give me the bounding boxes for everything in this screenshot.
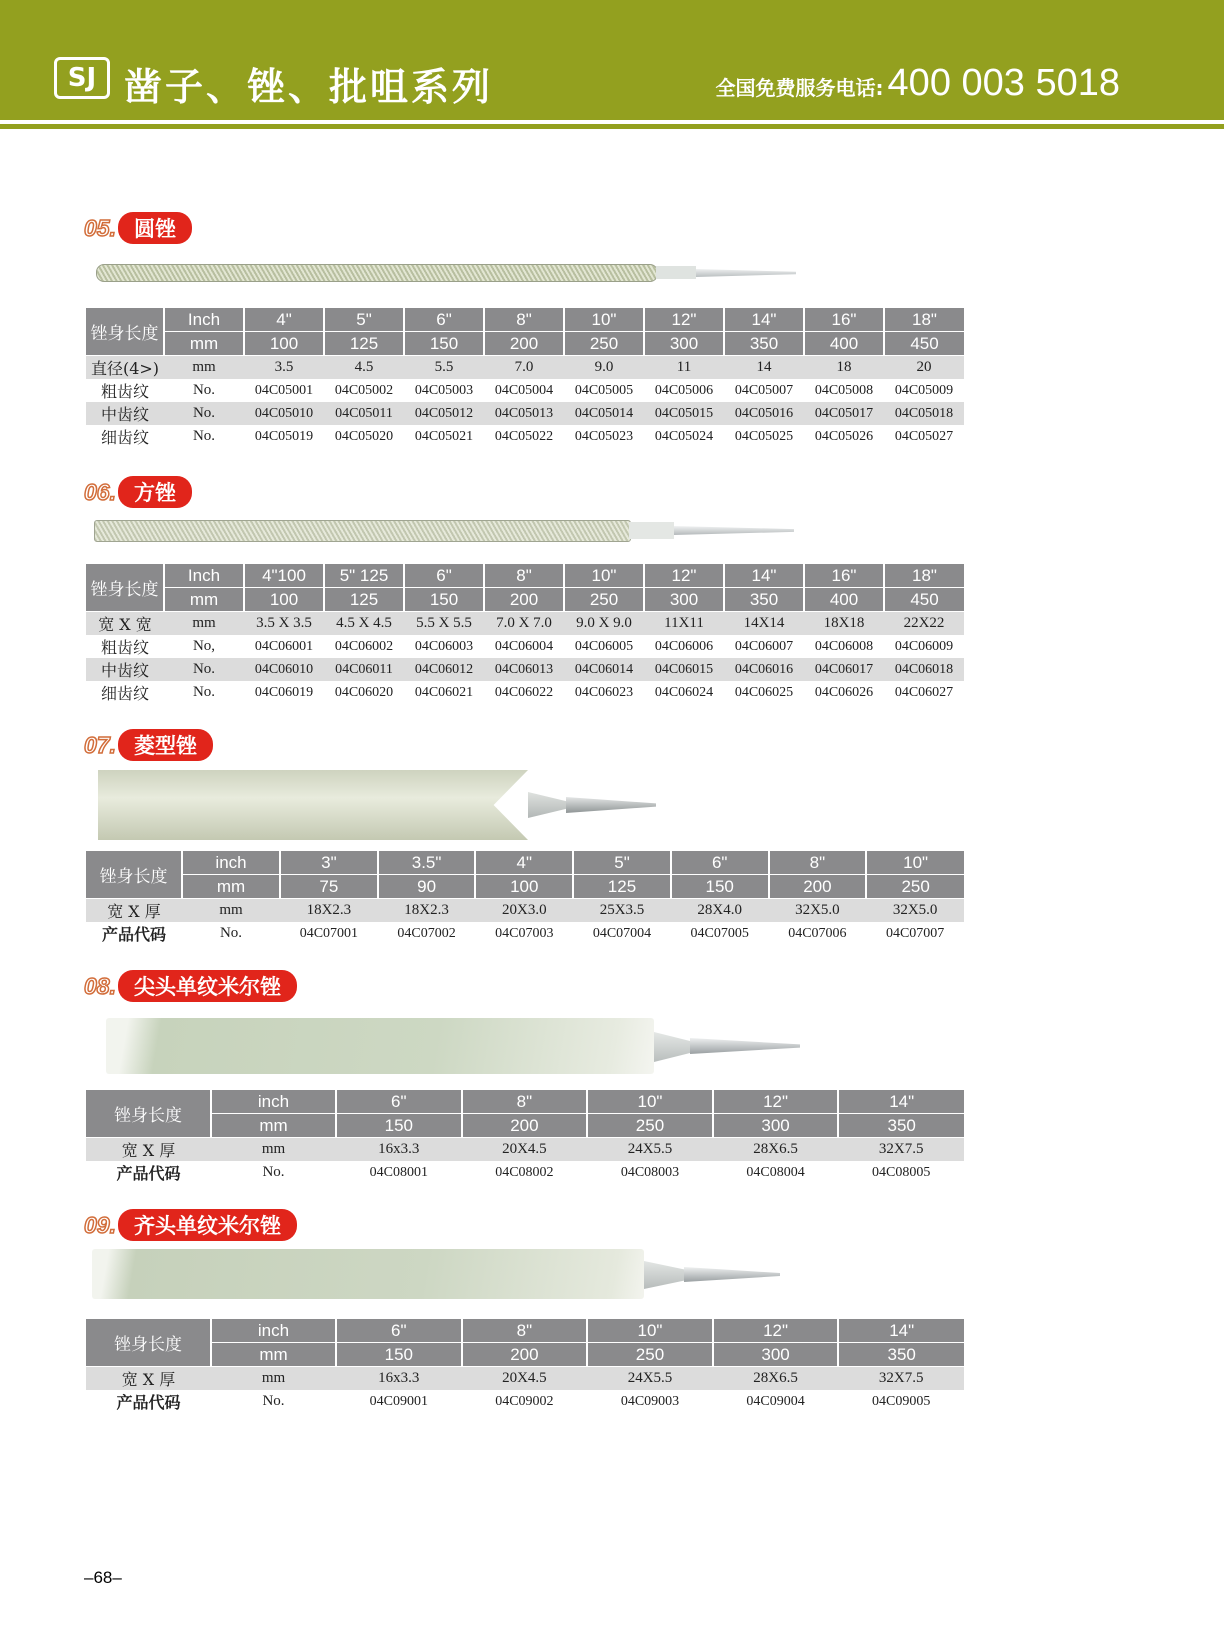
inch-cell: 16" — [804, 564, 884, 588]
inch-cell: 6" — [336, 1319, 462, 1343]
inch-cell: 16" — [804, 308, 884, 332]
inch-cell: 10" — [587, 1319, 713, 1343]
inch-cell: 4"100 — [244, 564, 324, 588]
inch-cell: 4" — [244, 308, 324, 332]
inch-cell: 8" — [462, 1319, 588, 1343]
inch-cell: 8" — [484, 308, 564, 332]
mm-cell: 200 — [462, 1343, 588, 1367]
unit-inch: inch — [211, 1319, 336, 1343]
table-row: 宽 X 厚 mm 18X2.3 18X2.3 20X3.0 25X3.5 28X4.0 32X5.0 32X5.0 — [86, 899, 964, 923]
mm-cell: 150 — [336, 1343, 462, 1367]
section-name: 菱型锉 — [118, 729, 213, 761]
mm-cell: 300 — [644, 588, 724, 612]
inch-cell: 8" — [769, 851, 867, 875]
mm-cell: 200 — [484, 332, 564, 356]
mm-cell: 250 — [564, 588, 644, 612]
section-name: 尖头单纹米尔锉 — [118, 970, 297, 1002]
inch-cell: 10" — [564, 564, 644, 588]
section-title — [84, 212, 192, 242]
section-title — [84, 1209, 297, 1239]
section-name: 齐头单纹米尔锉 — [118, 1209, 297, 1241]
unit-mm: mm — [211, 1343, 336, 1367]
mm-cell: 100 — [244, 332, 324, 356]
page-header — [0, 0, 1224, 120]
unit-mm: mm — [182, 875, 280, 899]
inch-cell: 14" — [724, 564, 804, 588]
inch-cell: 6" — [671, 851, 769, 875]
pointed-mill-file-spec-table — [86, 1090, 964, 1184]
page-number: –68– — [84, 1568, 122, 1587]
inch-cell: 5" — [324, 308, 404, 332]
hotline — [716, 62, 1120, 105]
mm-cell: 400 — [804, 332, 884, 356]
hotline-label: 全国免费服务电话: — [715, 76, 884, 100]
unit-mm: mm — [164, 588, 244, 612]
inch-cell: 12" — [644, 308, 724, 332]
length-label: 锉身长度 — [86, 1319, 211, 1367]
mm-cell: 450 — [884, 588, 964, 612]
mm-cell: 300 — [713, 1343, 839, 1367]
mm-cell: 350 — [838, 1114, 964, 1138]
inch-cell: 6" — [404, 564, 484, 588]
flat-mill-file-spec-table — [86, 1319, 964, 1413]
inch-cell: 12" — [644, 564, 724, 588]
inch-cell: 5" 125 — [324, 564, 404, 588]
diamond-file-spec-table — [86, 851, 964, 945]
mm-cell: 125 — [573, 875, 671, 899]
unit-inch: inch — [182, 851, 280, 875]
mm-cell: 75 — [280, 875, 378, 899]
mm-cell: 150 — [404, 588, 484, 612]
section-number: 09. — [84, 1211, 116, 1238]
section-number: 05. — [84, 214, 116, 241]
length-label: 锉身长度 — [86, 564, 164, 612]
mm-cell: 150 — [404, 332, 484, 356]
mm-cell: 200 — [769, 875, 867, 899]
length-label: 锉身长度 — [86, 1090, 211, 1138]
inch-cell: 3.5" — [378, 851, 476, 875]
mm-cell: 350 — [724, 588, 804, 612]
length-label: 锉身长度 — [86, 851, 182, 899]
unit-mm: mm — [211, 1114, 336, 1138]
section-number: 07. — [84, 731, 116, 758]
table-row: 中齿纹 No. 04C05010 04C05011 04C05012 04C05013 04C05014 04C05015 04C05016 04C05017 04C05018 — [86, 402, 964, 425]
inch-cell: 6" — [336, 1090, 462, 1114]
table-row: 粗齿纹 No, 04C06001 04C06002 04C06003 04C06004 04C06005 04C06006 04C06007 04C06008 04C06009 — [100, 638, 954, 657]
square-file-spec-table — [86, 564, 964, 704]
mm-cell: 125 — [324, 332, 404, 356]
mm-cell: 200 — [484, 588, 564, 612]
section-name: 圆锉 — [118, 212, 192, 244]
mm-cell: 250 — [587, 1343, 713, 1367]
inch-cell: 3" — [280, 851, 378, 875]
mm-cell: 90 — [378, 875, 476, 899]
mm-cell: 100 — [475, 875, 573, 899]
table-row: 产品代码 No. 04C07001 04C07002 04C07003 04C07004 04C07005 04C07006 04C07007 — [102, 925, 945, 944]
inch-cell: 14" — [838, 1319, 964, 1343]
inch-cell: 14" — [724, 308, 804, 332]
inch-cell: 12" — [713, 1319, 839, 1343]
inch-cell: 8" — [462, 1090, 588, 1114]
mm-cell: 300 — [644, 332, 724, 356]
page-title: 凿子、锉、批咀系列 — [124, 65, 494, 109]
mm-cell: 150 — [336, 1114, 462, 1138]
table-row: 宽 X 宽 mm 3.5 X 3.5 4.5 X 4.5 5.5 X 5.5 7.0 X 7.0 9.0 X 9.0 11X11 14X14 18X18 22X22 — [86, 612, 964, 636]
mm-cell: 100 — [244, 588, 324, 612]
section-title — [84, 476, 192, 506]
section-number: 08. — [84, 972, 116, 999]
inch-cell: 18" — [884, 564, 964, 588]
unit-inch: inch — [211, 1090, 336, 1114]
section-title — [84, 729, 213, 759]
inch-cell: 4" — [475, 851, 573, 875]
section-title — [84, 970, 297, 1000]
unit-inch: Inch — [164, 564, 244, 588]
section-name: 方锉 — [118, 476, 192, 508]
section-number: 06. — [84, 478, 116, 505]
brand-logo: SJ — [54, 57, 110, 99]
table-row: 细齿纹 No. 04C06019 04C06020 04C06021 04C06022 04C06023 04C06024 04C06025 04C06026 04C06027 — [100, 684, 954, 703]
inch-cell: 14" — [838, 1090, 964, 1114]
inch-cell: 6" — [404, 308, 484, 332]
length-label: 锉身长度 — [86, 308, 164, 356]
mm-cell: 350 — [724, 332, 804, 356]
mm-cell: 250 — [564, 332, 644, 356]
mm-cell: 400 — [804, 588, 884, 612]
mm-cell: 150 — [671, 875, 769, 899]
mm-cell: 250 — [587, 1114, 713, 1138]
inch-cell: 10" — [866, 851, 964, 875]
unit-inch: Inch — [164, 308, 244, 332]
table-row: 宽 X 厚 mm 16x3.3 20X4.5 24X5.5 28X6.5 32X7.5 — [86, 1138, 964, 1162]
table-row: 产品代码 No. 04C09001 04C09002 04C09003 04C09004 04C09005 — [116, 1393, 931, 1412]
round-file-spec-table — [86, 308, 964, 448]
table-row: 直径(4>) mm 3.5 4.5 5.5 7.0 9.0 11 14 18 20 — [86, 356, 964, 380]
table-row: 中齿纹 No. 04C06010 04C06011 04C06012 04C06013 04C06014 04C06015 04C06016 04C06017 04C06018 — [86, 658, 964, 681]
mm-cell: 125 — [324, 588, 404, 612]
mm-cell: 300 — [713, 1114, 839, 1138]
unit-mm: mm — [164, 332, 244, 356]
table-row: 细齿纹 No. 04C05019 04C05020 04C05021 04C05022 04C05023 04C05024 04C05025 04C05026 04C05027 — [100, 428, 954, 447]
inch-cell: 10" — [564, 308, 644, 332]
mm-cell: 350 — [838, 1343, 964, 1367]
inch-cell: 5" — [573, 851, 671, 875]
inch-cell: 10" — [587, 1090, 713, 1114]
hotline-number: 400 003 5018 — [887, 62, 1120, 104]
table-row: 粗齿纹 No. 04C05001 04C05002 04C05003 04C05004 04C05005 04C05006 04C05007 04C05008 04C05009 — [100, 382, 954, 401]
header-divider — [0, 124, 1224, 129]
inch-cell: 18" — [884, 308, 964, 332]
mm-cell: 450 — [884, 332, 964, 356]
mm-cell: 250 — [866, 875, 964, 899]
table-row: 产品代码 No. 04C08001 04C08002 04C08003 04C08004 04C08005 — [116, 1164, 931, 1183]
inch-cell: 12" — [713, 1090, 839, 1114]
inch-cell: 8" — [484, 564, 564, 588]
table-row: 宽 X 厚 mm 16x3.3 20X4.5 24X5.5 28X6.5 32X7.5 — [86, 1367, 964, 1391]
mm-cell: 200 — [462, 1114, 588, 1138]
